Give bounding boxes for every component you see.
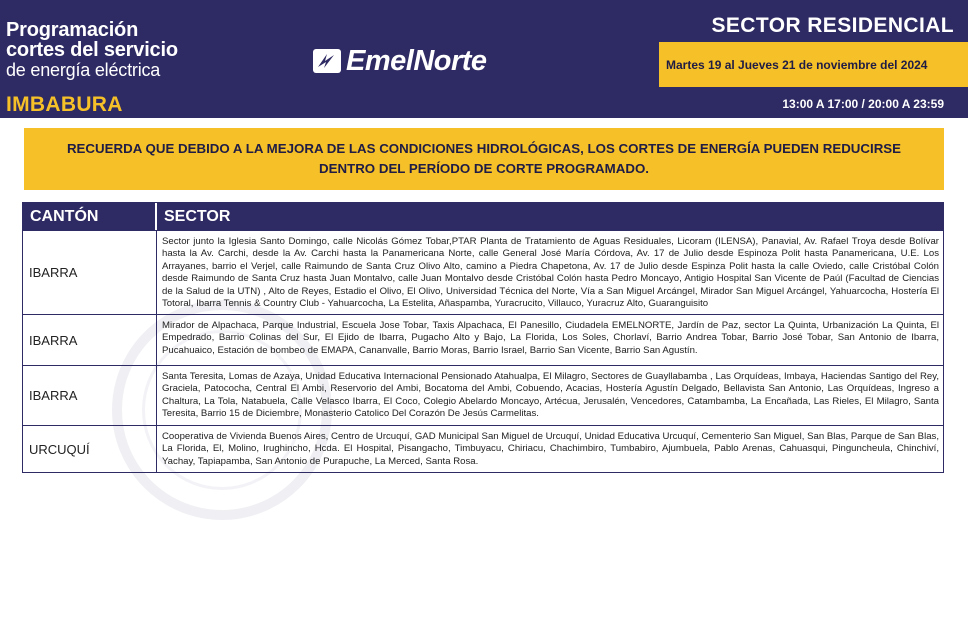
notice-banner <box>24 128 944 190</box>
date-range: Martes 19 al Jueves 21 de noviembre del 2024 <box>666 57 928 72</box>
header-sector: SECTOR <box>164 207 231 225</box>
programming-title <box>6 20 236 80</box>
date-range-box <box>659 42 968 87</box>
title-line-3: de energía eléctrica <box>6 60 161 80</box>
notice-text: RECUERDA QUE DEBIDO A LA MEJORA DE LAS CONDICIONES HIDROLÓGICAS, LOS CORTES DE ENERGÍA PUEDEN REDUCIRSE DENTRO DEL PERÍODO DE CORTE PROGRAMADO. <box>66 141 902 176</box>
table-header <box>23 203 943 230</box>
sector-cell: Cooperativa de Vivienda Buenos Aires, Centro de Urcuquí, GAD Municipal San Miguel de Urcuquí, Unidad Educativa Urcuquí, Cementerio San Miguel, San Blas, Parque de San Blas, La Florida, El, Molino, Irughincho, Hcda. El Hospital, Pisangacho, Timbuyacu, Chiriacu, Chachimbiro, Tumbabiro, Ajumbuela, Pablo Arenas, Cahuasqui, Pinguncheula, Chinchiví, Yachay, Tapiapamba, San Antonio de Purapuche, La Merced, Santa Rosa. <box>162 431 939 467</box>
table-row <box>23 230 943 314</box>
sector-cell: Santa Teresita, Lomas de Azaya, Unidad Educativa Internacional Pensionado Atahualpa, El Milagro, Sectores de Guayllabamba , Las Orquídeas, Imbaya, Haciendas Santigo del Rey, Graciela, Patococha, Central El Ambi, Reservorio del Ambi, Bocatoma del Ambi, Cobuendo, Acacias, Hostería Agustín Delgado, Bellavista San Antonio, Las Orquídeas, Ingreso a Chaltura, La Tola, Natabuela, Calle Velasco Ibarra, El Coco, Colegio Abelardo Moncayo, Artécua, Jerusalén, Vencedores, Catambamba, La Encañada, Las Rieles, El Milagro, Santa Teresita, Barrio 15 de Diciembre, Monasterio Catolico Del Corazón De Jesús Carmelitas. <box>162 371 939 420</box>
canton-cell: IBARRA <box>23 231 157 314</box>
title-line-2: cortes del servicio <box>6 39 178 61</box>
table-row <box>23 314 943 365</box>
canton-cell: IBARRA <box>23 315 157 365</box>
canton-cell: IBARRA <box>23 366 157 425</box>
province-label: IMBABURA <box>6 93 123 116</box>
canton-cell: URCUQUÍ <box>23 426 157 472</box>
table-row <box>23 365 943 425</box>
outage-table <box>22 202 944 473</box>
outage-hours: 13:00 A 17:00 / 20:00 A 23:59 <box>782 97 944 111</box>
sector-title: SECTOR RESIDENCIAL <box>711 14 954 37</box>
title-line-1: Programación <box>6 19 139 41</box>
sector-cell: Mirador de Alpachaca, Parque Industrial, Escuela Jose Tobar, Taxis Alpachaca, El Panesillo, Ciudadela EMELNORTE, Jardín de Paz, sector La Quinta, Urbanización La Quinta, El Empedrado, Barrio Colinas del Sur, El Ejido de Ibarra, Pugacho Alto y Bajo, La Florida, Los Soles, Chorlaví, Barrio Andrea Tobar, Barrio José Tobar, San Antonio de Ibarra, Pucahuaico, Estación de bombeo de EMAPA, Cananvalle, Barrio Moras, Barrio Israel, Barrio San Vicente, Barrio San Agustín. <box>162 320 939 356</box>
table-row <box>23 425 943 472</box>
logo-text: EmelNorte <box>346 44 487 77</box>
emelnorte-logo-icon <box>312 46 342 76</box>
emelnorte-logo <box>312 46 487 76</box>
sector-cell: Sector junto la Iglesia Santo Domingo, calle Nicolás Gómez Tobar,PTAR Planta de Tratamiento de Aguas Residuales, Licoram (ILENSA), Panavial, Av. Rafael Troya desde Bolívar hasta la Av. Carchi, desde la Av. Carchi hasta la Panamericana Norte, calle General José María Córdova, Av. 17 de Julio desde Espinoza Polit hasta Panamericana, U.E. Los Arrayanes, barrio el Verjel, calle Raimundo de Santa Cruz Olivo Alto, camino a Piedra Chapetona, Av. 17 de Julio desde Espinza Polit hasta la calle Oviedo, calle Cristóbal Colón desde Raimundo de Santa Cruz hasta Juan Montalvo, calle Juan Montalvo desde Cristóbal Colón hasta Pedro Moncayo, Antigio Hospital San Vicente de Paúl (Facultad de Ciencias de la Salud de la UTN) , Alto de Reyes, Estadio el Olivo, El Olivo, Universidad Técnica del Norte, Vía a San Miguel Arcángel, Mirador San Miguel Arcángel, Yahuarcocha, Hostería El Totoral, Ibarra Tennis & Country Club - Yahuarcocha, La Estelita, Añaspamba, Yuracrucito, Villauco, Yuracruz Alto, Guaranguisito <box>162 236 939 310</box>
page-header <box>0 0 968 118</box>
header-canton: CANTÓN <box>23 203 157 230</box>
